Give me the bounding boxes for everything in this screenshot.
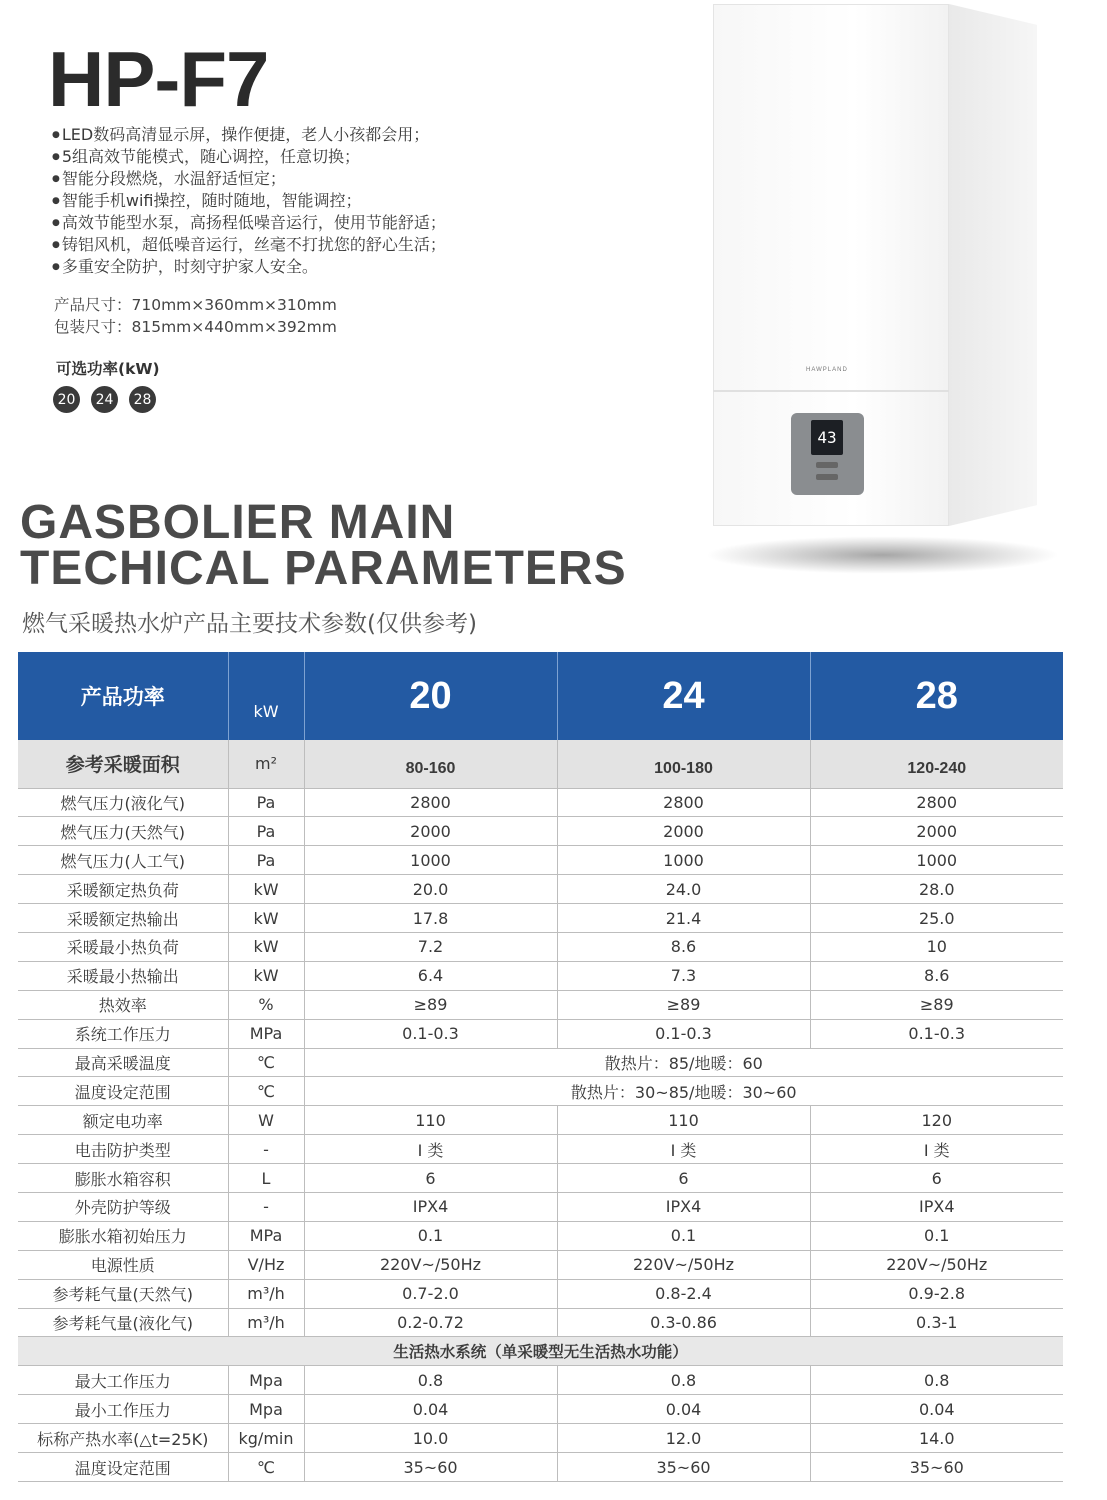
row-value: 6 [557,1164,810,1193]
table-row [18,1048,1063,1077]
table-row [18,1106,1063,1135]
row-value: 0.9-2.8 [810,1279,1063,1308]
row-unit: kW [228,904,304,933]
boiler-button-icon [816,474,838,480]
row-value: 10 [810,932,1063,961]
row-unit: kW [228,932,304,961]
row-value: 2000 [810,817,1063,846]
table-row [18,1279,1063,1308]
row-value: 0.3-1 [810,1308,1063,1337]
row-value: 0.1-0.3 [810,1019,1063,1048]
row-unit: m² [228,740,304,788]
row-value: 2000 [304,817,557,846]
row-label: 参考采暖面积 [18,740,228,788]
row-value: IPX4 [810,1192,1063,1221]
row-unit: - [228,1135,304,1164]
row-value: 1000 [810,846,1063,875]
power-options [53,386,156,413]
row-value: 2000 [557,817,810,846]
row-value: 2800 [810,788,1063,817]
row-unit: W [228,1106,304,1135]
row-value: 21.4 [557,904,810,933]
row-unit: V/Hz [228,1250,304,1279]
row-value: 35~60 [557,1453,810,1482]
row-value: 6.4 [304,961,557,990]
row-merged-value: 散热片：30~85/地暖：30~60 [304,1077,1063,1106]
row-value: 120-240 [810,740,1063,788]
row-label: 采暖最小热负荷 [18,932,228,961]
row-unit: kW [228,961,304,990]
row-value: I 类 [557,1135,810,1164]
row-label: 外壳防护等级 [18,1192,228,1221]
row-value: 7.2 [304,932,557,961]
boiler-display: 43 [811,420,843,455]
power-options-title: 可选功率(kW) [56,360,160,378]
row-unit: ℃ [228,1077,304,1106]
row-value: 28.0 [810,875,1063,904]
package-size: 包装尺寸：815mm×440mm×392mm [54,318,337,336]
row-value: ≥89 [557,990,810,1019]
row-unit: MPa [228,1019,304,1048]
feature-item: ● 智能手机wifi操控，随时随地，智能调控； [52,190,512,212]
row-value: 35~60 [810,1453,1063,1482]
row-value: 0.1-0.3 [557,1019,810,1048]
row-value: 8.6 [557,932,810,961]
row-label: 燃气压力(人工气) [18,846,228,875]
table-row [18,1164,1063,1193]
row-value: 0.8 [810,1366,1063,1395]
row-unit: Mpa [228,1395,304,1424]
row-label: 额定电功率 [18,1106,228,1135]
row-value: 7.3 [557,961,810,990]
product-size: 产品尺寸：710mm×360mm×310mm [54,296,337,314]
row-value: 110 [304,1106,557,1135]
model-title: HP-F7 [48,35,269,123]
row-value: 1000 [304,846,557,875]
row-value: IPX4 [304,1192,557,1221]
row-value: 2800 [557,788,810,817]
row-unit: - [228,1192,304,1221]
table-row [18,1366,1063,1395]
row-label: 参考耗气量(液化气) [18,1308,228,1337]
table-row [18,1135,1063,1164]
feature-item: ● 铸铝风机，超低噪音运行，丝毫不打扰您的舒心生活； [52,234,512,256]
power-option-badge: 20 [53,386,80,413]
header-unit: kW [228,652,304,740]
row-value: 120 [810,1106,1063,1135]
table-header-row [18,652,1063,740]
row-value: 100-180 [557,740,810,788]
row-value: I 类 [810,1135,1063,1164]
feature-item: ● 高效节能型水泵，高扬程低噪音运行，使用节能舒适； [52,212,512,234]
row-label: 系统工作压力 [18,1019,228,1048]
row-value: 0.04 [557,1395,810,1424]
table-row [18,1192,1063,1221]
row-value: I 类 [304,1135,557,1164]
boiler-seam [713,390,949,392]
row-value: 0.3-0.86 [557,1308,810,1337]
row-unit: MPa [228,1221,304,1250]
row-value: 35~60 [304,1453,557,1482]
boiler-side-panel [949,4,1037,526]
row-label: 电源性质 [18,1250,228,1279]
row-value: 80-160 [304,740,557,788]
row-label: 温度设定范围 [18,1453,228,1482]
row-unit: Pa [228,817,304,846]
row-value: 220V~/50Hz [557,1250,810,1279]
boiler-shadow [705,536,1060,574]
row-label: 采暖额定热输出 [18,904,228,933]
row-label: 标称产热水率(△t=25K) [18,1424,228,1453]
row-value: 0.1 [810,1221,1063,1250]
row-unit: ℃ [228,1453,304,1482]
row-unit: Pa [228,846,304,875]
dimensions [54,294,337,338]
row-value: 1000 [557,846,810,875]
table-row [18,1019,1063,1048]
row-value: IPX4 [557,1192,810,1221]
row-value: 14.0 [810,1424,1063,1453]
table-row [18,1221,1063,1250]
row-value: 0.1 [557,1221,810,1250]
row-label: 参考耗气量(天然气) [18,1279,228,1308]
row-value: 220V~/50Hz [810,1250,1063,1279]
boiler-button-icon [816,462,838,468]
row-value: ≥89 [304,990,557,1019]
row-value: 2800 [304,788,557,817]
section-heading [20,496,627,595]
row-label: 采暖最小热输出 [18,961,228,990]
row-value: 110 [557,1106,810,1135]
row-value: 17.8 [304,904,557,933]
row-label: 电击防护类型 [18,1135,228,1164]
row-unit: m³/h [228,1308,304,1337]
row-value: 20.0 [304,875,557,904]
row-value: 24.0 [557,875,810,904]
table-row [18,1308,1063,1337]
row-label: 燃气压力(液化气) [18,788,228,817]
row-value: 0.8 [304,1366,557,1395]
row-label: 热效率 [18,990,228,1019]
row-label: 最大工作压力 [18,1366,228,1395]
row-value: 0.7-2.0 [304,1279,557,1308]
row-value: 6 [810,1164,1063,1193]
row-value: ≥89 [810,990,1063,1019]
parameters-table [18,652,1063,1482]
row-label: 温度设定范围 [18,1077,228,1106]
row-unit: m³/h [228,1279,304,1308]
row-value: 0.8 [557,1366,810,1395]
feature-item: ● 多重安全防护，时刻守护家人安全。 [52,256,512,278]
row-label: 最高采暖温度 [18,1048,228,1077]
section-title: 生活热水系统（单采暖型无生活热水功能） [18,1337,1063,1366]
table-row [18,788,1063,817]
row-label: 膨胀水箱初始压力 [18,1221,228,1250]
table-row-area [18,740,1063,788]
feature-item: ● 5组高效节能模式，随心调控，任意切换； [52,146,512,168]
heading-line-2: TECHICAL PARAMETERS [20,542,627,595]
row-unit: ℃ [228,1048,304,1077]
table-row [18,1453,1063,1482]
row-value: 8.6 [810,961,1063,990]
row-value: 12.0 [557,1424,810,1453]
table-row [18,817,1063,846]
section-subtitle: 燃气采暖热水炉产品主要技术参数(仅供参考) [22,611,477,637]
row-value: 0.1-0.3 [304,1019,557,1048]
table-section-row [18,1337,1063,1366]
row-value: 25.0 [810,904,1063,933]
row-value: 0.2-0.72 [304,1308,557,1337]
row-value: 0.8-2.4 [557,1279,810,1308]
table-row [18,1077,1063,1106]
header-value: 24 [557,652,810,740]
table-row [18,990,1063,1019]
row-value: 0.1 [304,1221,557,1250]
power-option-badge: 24 [91,386,118,413]
table-row [18,1424,1063,1453]
heading-line-1: GASBOLIER MAIN [20,496,456,549]
table-row [18,875,1063,904]
feature-item: ● LED数码高清显示屏，操作便捷，老人小孩都会用； [52,124,512,146]
row-value: 6 [304,1164,557,1193]
row-unit: % [228,990,304,1019]
table-row [18,904,1063,933]
row-unit: kW [228,875,304,904]
feature-list [52,124,512,278]
row-label: 燃气压力(天然气) [18,817,228,846]
header-label: 产品功率 [18,652,228,740]
row-unit: L [228,1164,304,1193]
row-label: 采暖额定热负荷 [18,875,228,904]
row-merged-value: 散热片：85/地暖：60 [304,1048,1063,1077]
feature-item: ● 智能分段燃烧，水温舒适恒定； [52,168,512,190]
table-row [18,932,1063,961]
row-unit: Mpa [228,1366,304,1395]
table-row [18,961,1063,990]
table-row [18,846,1063,875]
row-unit: Pa [228,788,304,817]
header-value: 20 [304,652,557,740]
row-value: 0.04 [304,1395,557,1424]
table-row [18,1250,1063,1279]
row-label: 膨胀水箱容积 [18,1164,228,1193]
header-value: 28 [810,652,1063,740]
power-option-badge: 28 [129,386,156,413]
row-label: 最小工作压力 [18,1395,228,1424]
boiler-brand-logo: HAWPLAND [806,367,848,373]
row-unit: kg/min [228,1424,304,1453]
row-value: 10.0 [304,1424,557,1453]
row-value: 220V~/50Hz [304,1250,557,1279]
row-value: 0.04 [810,1395,1063,1424]
table-row [18,1395,1063,1424]
